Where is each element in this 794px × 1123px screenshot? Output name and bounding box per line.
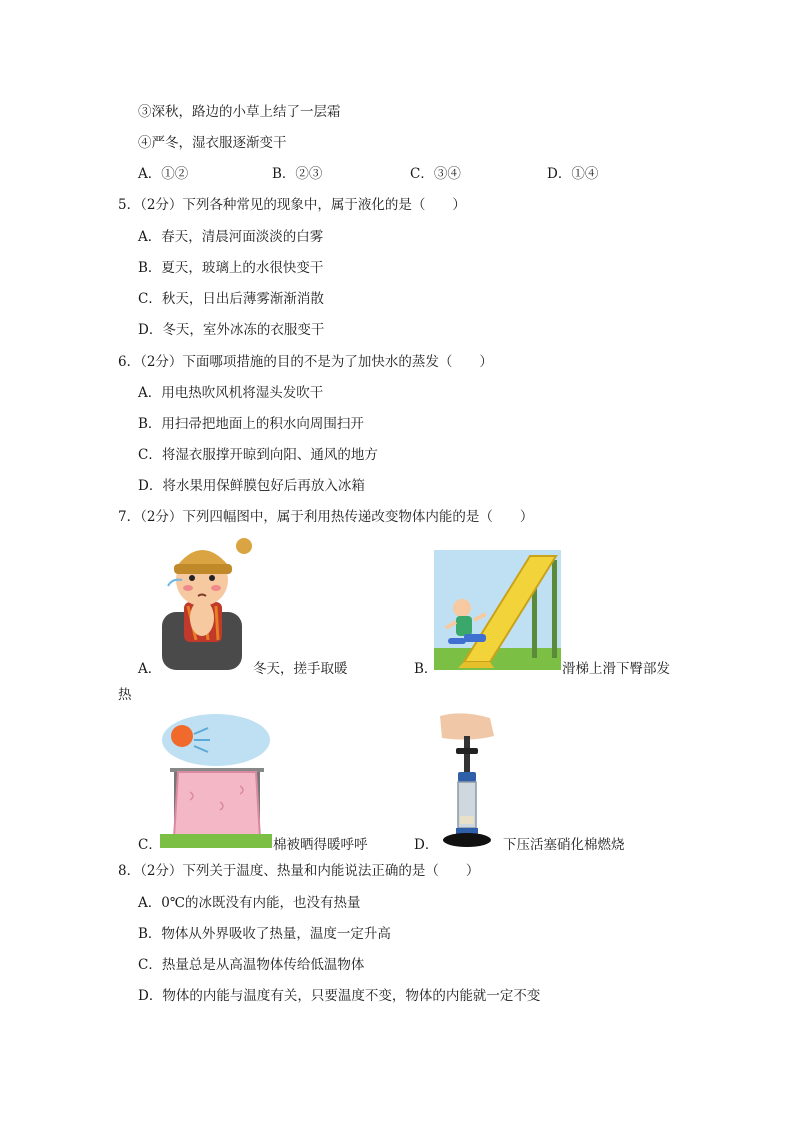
q6-option-c[interactable]: C．将湿衣服撑开晾到向阳、通风的地方 bbox=[138, 447, 378, 463]
q4-option-c[interactable]: C．③④ bbox=[410, 166, 461, 182]
q7-option-c-letter[interactable]: C． bbox=[138, 837, 162, 853]
q5-option-c[interactable]: C．秋天，日出后薄雾渐渐消散 bbox=[138, 291, 324, 307]
q4-option-d[interactable]: D．①④ bbox=[547, 166, 599, 182]
q8-option-b[interactable]: B．物体从外界吸收了热量，温度一定升高 bbox=[138, 926, 391, 942]
q7-option-b-caption-wrap: 热 bbox=[118, 687, 132, 703]
q4-option-a[interactable]: A．①② bbox=[138, 166, 189, 182]
child-rubbing-hands-image bbox=[158, 536, 252, 670]
q7-option-c-caption: 棉被晒得暖呼呼 bbox=[273, 837, 368, 853]
q4-item-4: ④严冬，湿衣服逐渐变干 bbox=[138, 135, 287, 151]
q8-stem: 8．（2分）下列关于温度、热量和内能说法正确的是（ ） bbox=[118, 863, 480, 879]
q5-stem: 5．（2分）下列各种常见的现象中，属于液化的是（ ） bbox=[118, 197, 466, 213]
q8-option-c[interactable]: C．热量总是从高温物体传给低温物体 bbox=[138, 957, 365, 973]
q7-option-d-letter[interactable]: D． bbox=[414, 837, 439, 853]
q8-option-d[interactable]: D．物体的内能与温度有关，只要温度不变，物体的内能就一定不变 bbox=[138, 988, 541, 1004]
q6-stem: 6．（2分）下面哪项措施的目的不是为了加快水的蒸发（ ） bbox=[118, 354, 493, 370]
quilt-in-sun-image bbox=[160, 712, 272, 848]
q7-option-a-caption: 冬天，搓手取暖 bbox=[253, 661, 348, 677]
q4-option-b[interactable]: B．②③ bbox=[272, 166, 323, 182]
q6-option-d[interactable]: D．将水果用保鲜膜包好后再放入冰箱 bbox=[138, 478, 365, 494]
q7-stem: 7．（2分）下列四幅图中，属于利用热传递改变物体内能的是（ ） bbox=[118, 509, 534, 525]
q8-option-a[interactable]: A．0℃的冰既没有内能，也没有热量 bbox=[138, 895, 361, 911]
q5-option-d[interactable]: D．冬天，室外冰冻的衣服变干 bbox=[138, 322, 325, 338]
piston-cylinder-image bbox=[432, 712, 504, 848]
child-on-slide-image bbox=[434, 550, 561, 670]
q7-option-b-letter[interactable]: B． bbox=[414, 661, 438, 677]
q7-option-b-caption: 滑梯上滑下臀部发 bbox=[562, 661, 670, 677]
q7-option-a-letter[interactable]: A． bbox=[138, 661, 162, 677]
q5-option-a[interactable]: A．春天，清晨河面淡淡的白雾 bbox=[138, 229, 324, 245]
q6-option-b[interactable]: B．用扫帚把地面上的积水向周围扫开 bbox=[138, 416, 364, 432]
q7-option-d-caption: 下压活塞硝化棉燃烧 bbox=[503, 837, 625, 853]
q5-option-b[interactable]: B．夏天，玻璃上的水很快变干 bbox=[138, 260, 324, 276]
q6-option-a[interactable]: A．用电热吹风机将湿头发吹干 bbox=[138, 385, 324, 401]
q4-item-3: ③深秋，路边的小草上结了一层霜 bbox=[138, 104, 341, 120]
